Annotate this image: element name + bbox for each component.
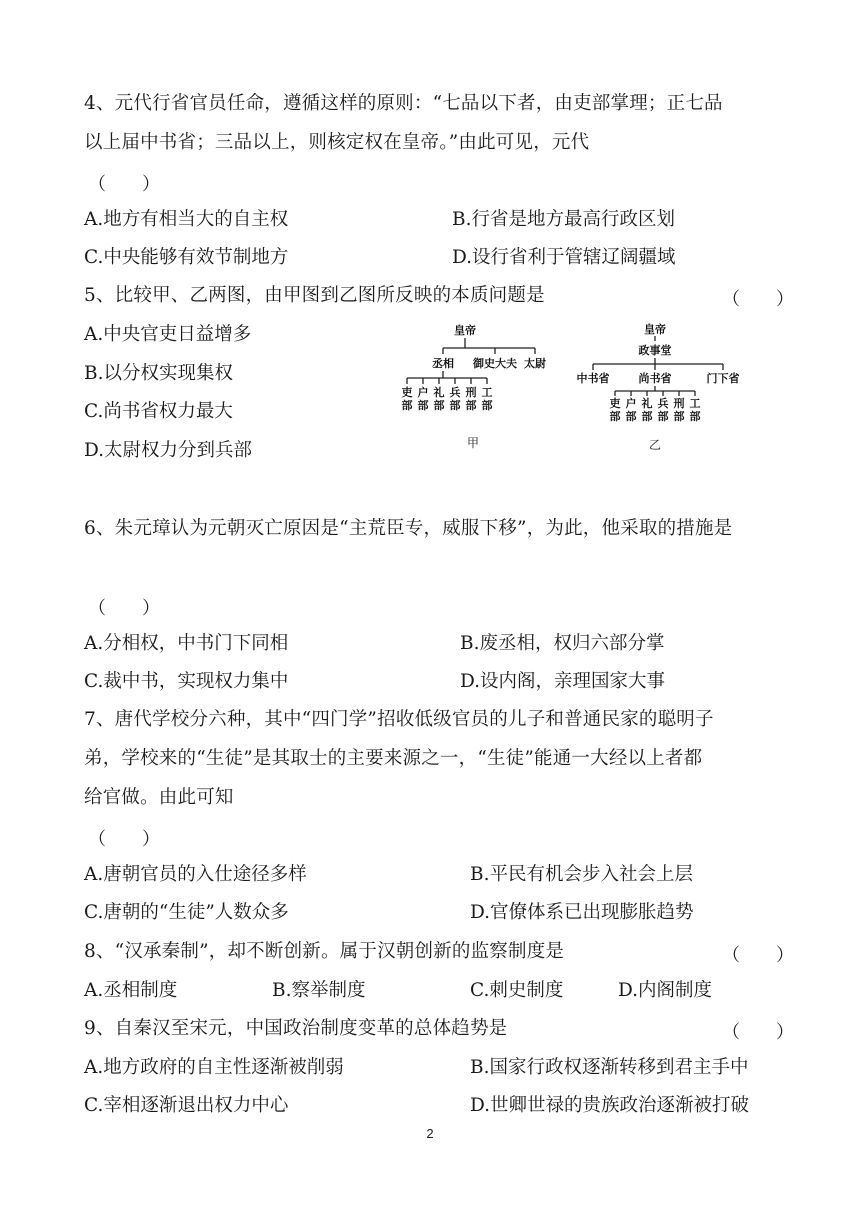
q4-option-b: B.行省是地方最高行政区划: [452, 209, 675, 230]
yi-ministry-4b: 部: [657, 410, 669, 423]
q7-option-a: A.唐朝官员的入仕途径多样: [84, 864, 307, 885]
jia-ministry-1b: 部: [401, 399, 413, 412]
jia-ministry-5b: 部: [465, 399, 477, 412]
jia-official-1: 丞相: [432, 357, 454, 370]
q4-option-d: D.设行省利于管辖辽阔疆域: [452, 247, 676, 268]
q9-option-b: B.国家行政权逐渐转移到君主手中: [470, 1057, 749, 1078]
q7-stem-line1: 7、唐代学校分六种，其中“四门学”招收低级官员的儿子和普通民家的聪明子: [84, 709, 714, 730]
yi-ministry-2a: 户: [625, 397, 637, 410]
jia-ministry-2a: 户: [417, 386, 429, 399]
jia-ministry-6b: 部: [481, 399, 493, 412]
q5-option-a: A.中央官吏日益增多: [84, 324, 252, 345]
q8-stem: 8、“汉承秦制”，却不断创新。属于汉朝创新的监察制度是: [84, 941, 565, 962]
jia-ministry-1a: 吏: [401, 386, 413, 399]
q9-option-d: D.世卿世禄的贵族政治逐渐被打破: [470, 1095, 750, 1116]
yi-ministry-3b: 部: [641, 410, 653, 423]
jia-ministry-3a: 礼: [433, 386, 445, 399]
jia-root: 皇帝: [454, 324, 476, 337]
jia-official-2: 御史大夫: [473, 357, 517, 370]
q5-stem: 5、比较甲、乙两图，由甲图到乙图所反映的本质问题是: [84, 285, 545, 306]
q5-answer-paren: （ ）: [722, 289, 794, 310]
q9-stem: 9、自秦汉至宋元，中国政治制度变革的总体趋势是: [84, 1018, 508, 1039]
q7-answer-paren: （ ）: [88, 829, 160, 850]
yi-caption: 乙: [648, 438, 662, 452]
yi-ministry-6b: 部: [689, 410, 701, 423]
jia-caption: 甲: [466, 436, 480, 450]
q5-option-b: B.以分权实现集权: [84, 363, 233, 384]
diagram-yi: [577, 322, 740, 452]
q6-option-a: A.分相权，中书门下同相: [84, 633, 289, 654]
jia-ministry-5a: 刑: [465, 386, 477, 399]
q9-answer-paren: （ ）: [722, 1022, 794, 1043]
yi-ministry-4a: 兵: [657, 397, 669, 410]
q6-answer-paren: （ ）: [88, 598, 160, 619]
jia-ministry-3b: 部: [433, 399, 445, 412]
page-number: 2: [426, 1126, 434, 1141]
jia-official-3: 太尉: [524, 357, 546, 370]
q4-option-c: C.中央能够有效节制地方: [84, 247, 289, 268]
q7-stem-line3: 给官做。由此可知: [84, 787, 234, 808]
q8-option-d: D.内阁制度: [618, 980, 713, 1001]
yi-ministry-5a: 刑: [673, 397, 685, 410]
q7-stem-line2: 弟，学校来的“生徒”是其取士的主要来源之一，“生徒”能通一大经以上者都: [84, 748, 703, 769]
q5-option-c: C.尚书省权力最大: [84, 401, 233, 422]
q6-option-c: C.裁中书，实现权力集中: [84, 671, 289, 692]
jia-ministry-2b: 部: [417, 399, 429, 412]
yi-ministry-1a: 吏: [609, 397, 621, 410]
q8-answer-paren: （ ）: [722, 945, 794, 966]
diagram-jia: [402, 323, 547, 450]
yi-ministry-1b: 部: [609, 410, 621, 423]
q6-option-b: B.废丞相，权归六部分掌: [460, 633, 665, 654]
yi-ministry-5b: 部: [673, 410, 685, 423]
q5-option-d: D.太尉权力分到兵部: [84, 440, 253, 461]
yi-department-3: 门下省: [706, 372, 740, 385]
yi-hall: 政事堂: [638, 344, 672, 357]
q4-stem-line2: 以上届中书省；三品以上，则核定权在皇帝。”由此可见，元代: [84, 132, 590, 153]
yi-department-1: 中书省: [576, 372, 610, 385]
q6-option-d: D.设内阁，亲理国家大事: [460, 671, 666, 692]
jia-ministry-4a: 兵: [449, 386, 461, 399]
q8-option-b: B.察举制度: [272, 980, 366, 1001]
q9-option-a: A.地方政府的自主性逐渐被削弱: [84, 1057, 344, 1078]
q7-option-b: B.平民有机会步入社会上层: [470, 864, 693, 885]
q7-option-d: D.官僚体系已出现膨胀趋势: [470, 902, 694, 923]
q4-stem-line1: 4、元代行省官员任命，遵循这样的原则：“七品以下者，由吏部掌理；正七品: [84, 93, 723, 114]
yi-ministry-2b: 部: [625, 410, 637, 423]
yi-department-2: 尚书省: [638, 372, 672, 385]
q6-stem: 6、朱元璋认为元朝灭亡原因是“主荒臣专，威服下移”，为此，他采取的措施是: [84, 518, 733, 539]
yi-root: 皇帝: [644, 323, 666, 336]
q4-answer-paren: （ ）: [88, 174, 160, 195]
q8-option-a: A.丞相制度: [84, 980, 178, 1001]
q4-option-a: A.地方有相当大的自主权: [84, 209, 289, 230]
jia-ministry-6a: 工: [481, 386, 493, 399]
jia-ministry-4b: 部: [449, 399, 461, 412]
yi-ministry-3a: 礼: [641, 397, 653, 410]
q7-option-c: C.唐朝的“生徒”人数众多: [84, 902, 289, 923]
q5-government-structure-diagram: [393, 318, 740, 458]
yi-ministry-6a: 工: [689, 397, 701, 410]
q8-option-c: C.刺史制度: [470, 980, 564, 1001]
q9-option-c: C.宰相逐渐退出权力中心: [84, 1095, 289, 1116]
